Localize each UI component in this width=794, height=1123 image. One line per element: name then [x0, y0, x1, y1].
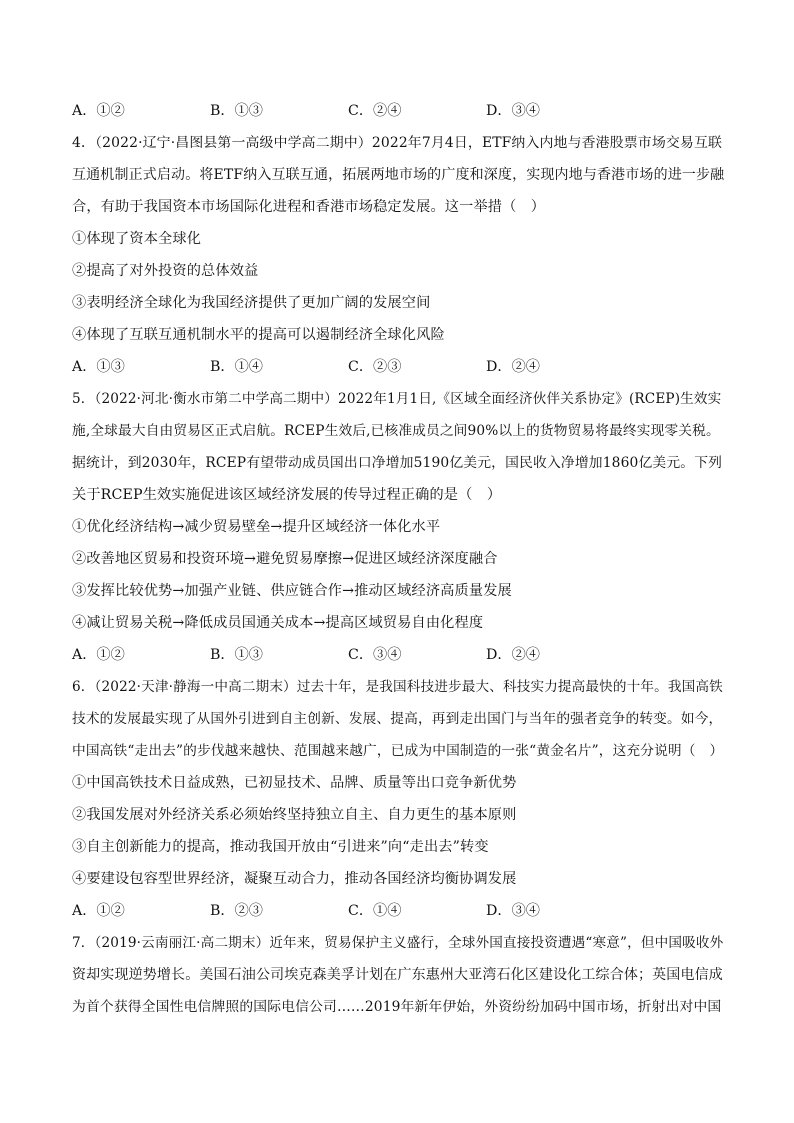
q7-stem-line-3: 为首个获得全国性电信牌照的国际电信公司……2019年新年伊始，外资纷纷加码中国市场，折射出对中国	[72, 999, 722, 1015]
q3-option-c[interactable]: C．②④	[348, 103, 402, 119]
q4-stem-line-1: 4．（2022·辽宁·昌图县第一高级中学高二期中）2022年7月4日，ETF纳入内地与香港股票市场交易互联	[72, 135, 723, 151]
q3-option-b[interactable]: B．①③	[210, 103, 263, 119]
q6-stem-line-1: 6．（2022·天津·静海一中高二期末）过去十年，是我国科技进步最大、科技实力提高最快的十年。我国高铁	[72, 679, 723, 695]
q6-option-d[interactable]: D．③④	[486, 903, 540, 919]
q6-statement-4: ④要建设包容型世界经济，凝聚互动合力，推动各国经济均衡协调发展	[72, 871, 517, 887]
q5-option-d[interactable]: D．②④	[486, 647, 540, 663]
q4-stem-line-3: 合，有助于我国资本市场国际化进程和香港市场稳定发展。这一举措（ ）	[72, 199, 546, 215]
q7-stem-line-2: 资却实现逆势增长。美国石油公司埃克森美孚计划在广东惠州大亚湾石化区建设化工综合体；英国电信成	[72, 967, 723, 983]
q4-stem-line-2: 互通机制正式启动。将ETF纳入互联互通，拓展两地市场的广度和深度，实现内地与香港市场的进一步融	[72, 167, 725, 183]
q4-statement-3: ③表明经济全球化为我国经济提供了更加广阔的发展空间	[72, 295, 431, 311]
q6-option-a[interactable]: A．①②	[72, 903, 125, 919]
q5-statement-1: ①优化经济结构→减少贸易壁垒→提升区域经济一体化水平	[72, 519, 441, 535]
q5-option-b[interactable]: B．①③	[210, 647, 263, 663]
q5-option-a[interactable]: A．①②	[72, 647, 125, 663]
q4-option-c[interactable]: C．②③	[348, 359, 402, 375]
q7-stem-line-1: 7．（2019·云南丽江·高二期末）近年来，贸易保护主义盛行，全球外国直接投资遭遇“寒意”，但中国吸收外	[72, 935, 724, 951]
q3-option-d[interactable]: D．③④	[486, 103, 540, 119]
q5-option-c[interactable]: C．③④	[348, 647, 402, 663]
q6-stem-line-3: 中国高铁“走出去”的步伐越来越快、范围越来越广，已成为中国制造的一张“黄金名片”，这充分说明（ ）	[72, 743, 724, 759]
q4-statement-2: ②提高了对外投资的总体效益	[72, 263, 259, 279]
q5-stem-line-3: 据统计，到2030年，RCEP有望带动成员国出口净增加5190亿美元，国民收入净增加1860亿美元。下列	[72, 455, 723, 471]
q5-statement-4: ④减让贸易关税→降低成员国通关成本→提高区域贸易自由化程度	[72, 615, 484, 631]
q5-stem-line-4: 关于RCEP生效实施促进该区域经济发展的传导过程正确的是（ ）	[72, 487, 502, 503]
q4-option-a[interactable]: A．①③	[72, 359, 125, 375]
q4-statement-4: ④体现了互联互通机制水平的提高可以遏制经济全球化风险	[72, 327, 445, 343]
q5-statement-2: ②改善地区贸易和投资环境→避免贸易摩擦→促进区域经济深度融合	[72, 551, 498, 567]
q5-stem-line-2: 施,全球最大自由贸易区正式启航。RCEP生效后,已核准成员之间90%以上的货物贸易将最终实现零关税。	[72, 423, 720, 439]
q6-statement-2: ②我国发展对外经济关系必须始终坚持独立自主、自力更生的基本原则	[72, 807, 517, 823]
q4-option-d[interactable]: D．②④	[486, 359, 540, 375]
q6-statement-3: ③自主创新能力的提高，推动我国开放由“引进来”向“走出去”转变	[72, 839, 489, 855]
q4-option-b[interactable]: B．①④	[210, 359, 263, 375]
q6-statement-1: ①中国高铁技术日益成熟，已初显技术、品牌、质量等出口竞争新优势	[72, 775, 517, 791]
q5-stem-line-1: 5．（2022·河北·衡水市第二中学高二期中）2022年1月1日,《区域全面经济伙伴关系协定》(RCEP)生效实	[72, 391, 722, 407]
q6-option-c[interactable]: C．①④	[348, 903, 402, 919]
q5-statement-3: ③发挥比较优势→加强产业链、供应链合作→推动区域经济高质量发展	[72, 583, 512, 599]
q6-option-b[interactable]: B．②③	[210, 903, 263, 919]
q4-statement-1: ①体现了资本全球化	[72, 231, 202, 247]
q3-option-a[interactable]: A．①②	[72, 103, 125, 119]
q6-stem-line-2: 技术的发展最实现了从国外引进到自主创新、发展、提高，再到走出国门与当年的强者竞争的转变。如今，	[72, 711, 723, 727]
